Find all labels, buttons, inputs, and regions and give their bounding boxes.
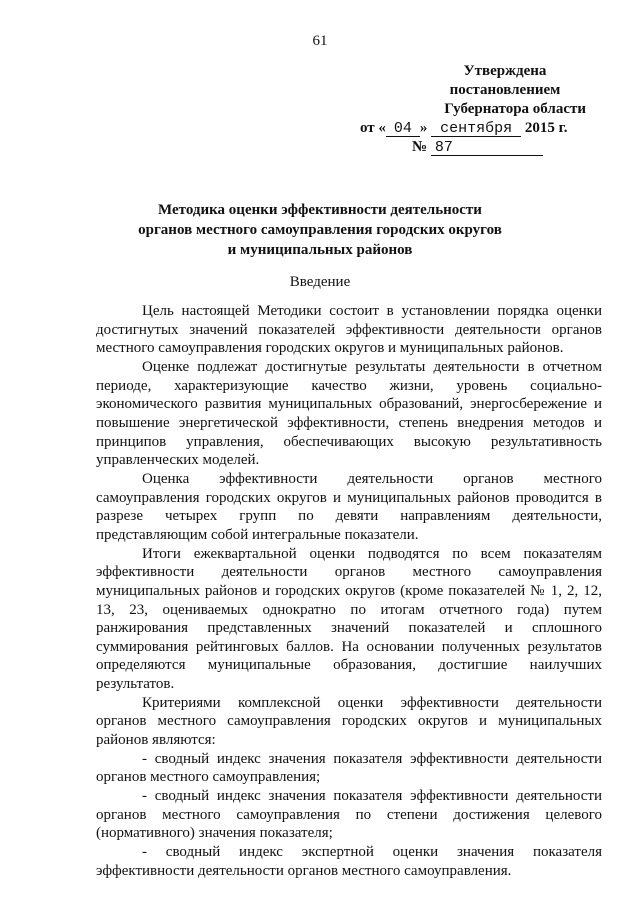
date-prefix: от « xyxy=(360,120,386,136)
list-item: - сводный индекс значения показателя эффективности деятельности органов местного самоуправления; xyxy=(96,750,602,786)
approval-line-governor: Губернатора области xyxy=(444,101,586,117)
paragraph: Оценка эффективности деятельности органов местного самоуправления городских округов и муниципальных районов проводится в разрезе четырех групп по девяти направлениям деятельности, представляющим собой интегральные показатели. xyxy=(96,470,602,543)
document-title xyxy=(0,200,640,260)
approval-date xyxy=(360,119,600,138)
list-item: - сводный индекс экспертной оценки значения показателя эффективности деятельности органов местного самоуправления. xyxy=(96,844,602,879)
approval-line-approved: Утверждена xyxy=(463,63,547,79)
number-prefix: № xyxy=(412,139,428,155)
paragraph: Цель настоящей Методики состоит в установлении порядка оценки достигнутых значений показателей эффективности деятельности органов местного самоуправления городских округов и муниципальных районов. xyxy=(96,303,602,357)
paragraph: Оценке подлежат достигнутые результаты деятельности в отчетном периоде, характеризующие качество жизни, уровень социально-экономического развития муниципальных образований, энергосбережение и повышение энергетической эффективности, степень внедрения методов и принципов управления, обеспечивающих высокую результативность управленческих моделей. xyxy=(96,358,602,469)
title-line-2: органов местного самоуправления городских округов xyxy=(138,222,502,238)
section-heading: Введение xyxy=(289,274,351,290)
list-item: - сводный индекс значения показателя эффективности деятельности органов местного самоуправления по степени достижения целевого (нормативного) значения показателя; xyxy=(96,788,602,842)
title-line-1: Методика оценки эффективности деятельности xyxy=(158,202,482,218)
date-month: сентября xyxy=(431,121,521,137)
approval-number xyxy=(360,138,600,157)
date-day: 04 xyxy=(386,121,420,137)
paragraph: Итоги ежеквартальной оценки подводятся по всем показателям эффективности деятельности органов местного самоуправления муниципальных районов и городских округов (кроме показателей № 1, 2, 12, 13, 23, оцениваемых однократно по итогам отчетного года) путем ранжирования представленных значений показателей и сплошного суммирования рейтинговых баллов. На основании полученных результатов определяются муниципальные образования, достигшие наилучших результатов. xyxy=(96,545,602,693)
date-year: 2015 г. xyxy=(524,120,568,136)
number-value: 87 xyxy=(431,140,543,156)
title-line-3: и муниципальных районов xyxy=(227,242,413,258)
paragraph: Критериями комплексной оценки эффективности деятельности органов местного самоуправления городских округов и муниципальных районов являются: xyxy=(96,694,602,749)
page-number: 61 xyxy=(312,33,328,49)
approval-line-resolution: постановлением xyxy=(449,82,561,98)
approval-stamp xyxy=(360,62,600,157)
date-mid: » xyxy=(419,120,428,136)
document-body xyxy=(96,302,602,880)
